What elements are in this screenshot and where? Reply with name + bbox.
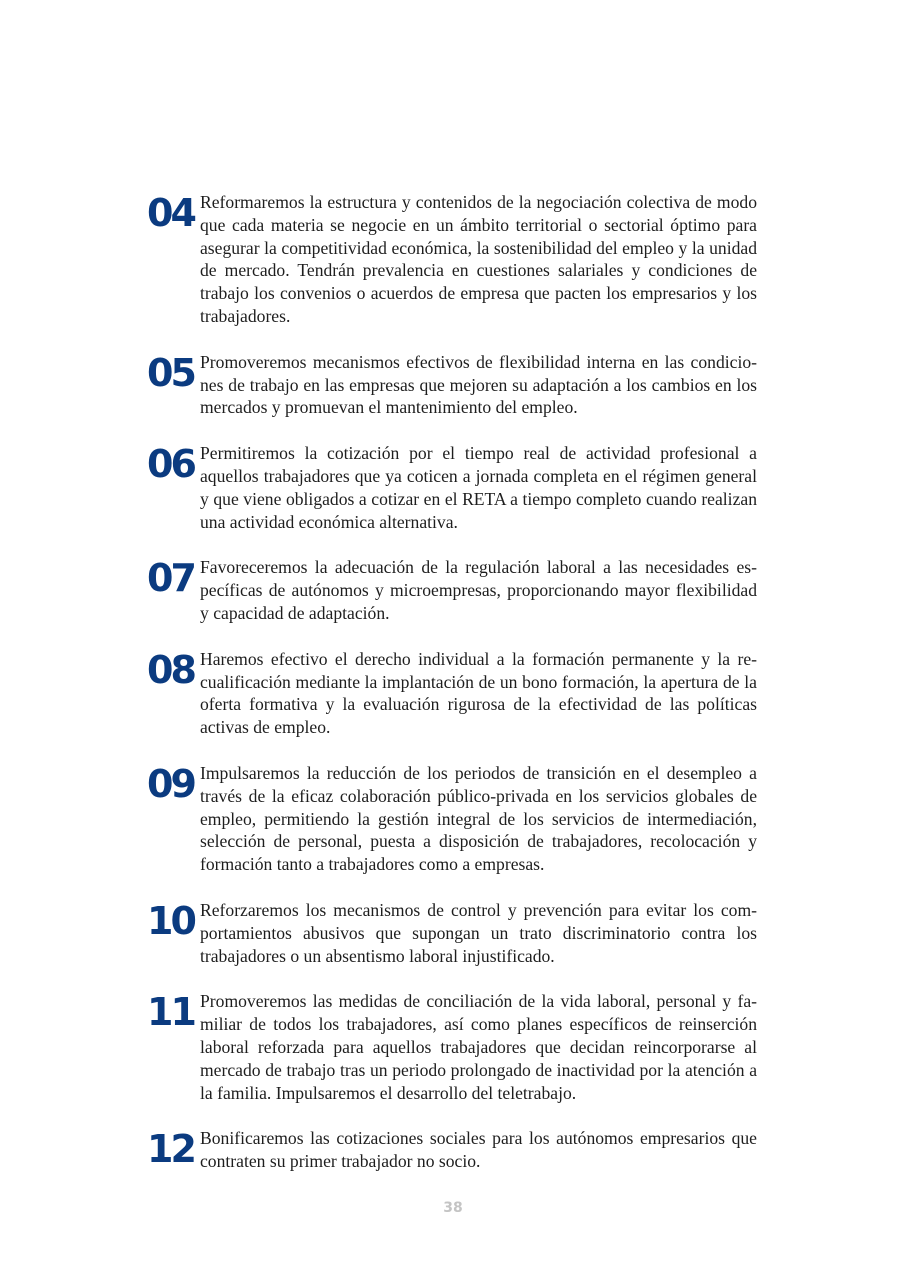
item-number: 11 [147, 990, 194, 1035]
item-number: 12 [147, 1127, 194, 1172]
proposal-item-10 [147, 899, 757, 967]
proposal-item-06 [147, 442, 757, 533]
item-text: Promoveremos las medidas de conciliación de la vida laboral, personal y familiar de todos los trabajadores, así como planes específicos de reinserción laboral reforzada para aquellos trabajadores que decidan reincorporarse al mercado de trabajo tras un periodo prolongado de inactividad por la atención a la familia. Impulsaremos el desarrollo del teletrabajo. [200, 991, 757, 1103]
proposal-item-11 [147, 990, 757, 1104]
proposal-item-12 [147, 1127, 757, 1173]
proposal-item-08 [147, 648, 757, 739]
proposal-item-04 [147, 191, 757, 328]
item-number: 05 [147, 350, 194, 395]
item-text: Bonificaremos las cotizaciones sociales para los autónomos empresarios que contraten su primer trabajador no socio. [200, 1128, 757, 1172]
item-text: Reformaremos la estructura y contenidos de la negociación colectiva de modo que cada materia se negocie en un ámbito territorial o sectorial óptimo para asegurar la competitividad económica, la sostenibilidad del empleo y la unidad de mercado. Tendrán prevalencia en cuestiones salariales y condiciones de trabajo los convenios o acuerdos de empresa que pacten los empresarios y los trabajadores. [200, 192, 757, 326]
item-text: Reforzaremos los mecanismos de control y prevención para evitar los comportamientos abusivos que supongan un trato discriminatorio contra los trabajadores o un absentismo laboral injustificado. [200, 899, 757, 966]
item-text: Permitiremos la cotización por el tiempo real de actividad profesional a aquellos trabajadores que ya coticen a jornada completa en el régimen general y que viene obligados a cotizar en el RETA a tiempo completo cuando realizan una actividad económica alternativa. [200, 443, 757, 532]
item-number: 08 [147, 647, 194, 692]
proposal-item-07 [147, 556, 757, 624]
item-text: Haremos efectivo el derecho individual a la formación permanente y la recualificación mediante la implantación de un bono formación, la apertura de la oferta formativa y la evaluación rigurosa de la efectividad de las políticas activas de empleo. [200, 648, 757, 738]
item-number: 04 [147, 191, 194, 235]
item-number: 07 [147, 556, 194, 601]
item-number: 06 [147, 442, 194, 487]
numbered-proposal-list [147, 191, 757, 1196]
item-text: Promoveremos mecanismos efectivos de flexibilidad interna en las condiciones de trabajo en las empresas que mejoren su adaptación a los cambios en los mercados y promuevan el mantenimiento del empleo. [200, 351, 757, 418]
proposal-item-09 [147, 762, 757, 876]
item-number: 10 [147, 898, 194, 943]
item-text: Impulsaremos la reducción de los periodos de transición en el desempleo a través de la eficaz colaboración público-privada en los servicios globales de empleo, permitiendo la gestión integral de los servicios de intermediación, selección de personal, puesta a disposición de trabajadores, recolocación y formación tanto a trabajadores como a empresas. [200, 762, 757, 875]
page-number: 38 [443, 1200, 463, 1216]
proposal-item-05 [147, 351, 757, 419]
item-text: Favoreceremos la adecuación de la regulación laboral a las necesidades específicas de autónomos y microempresas, proporcionando mayor flexibilidad y capacidad de adaptación. [200, 557, 757, 623]
item-number: 09 [147, 761, 194, 806]
